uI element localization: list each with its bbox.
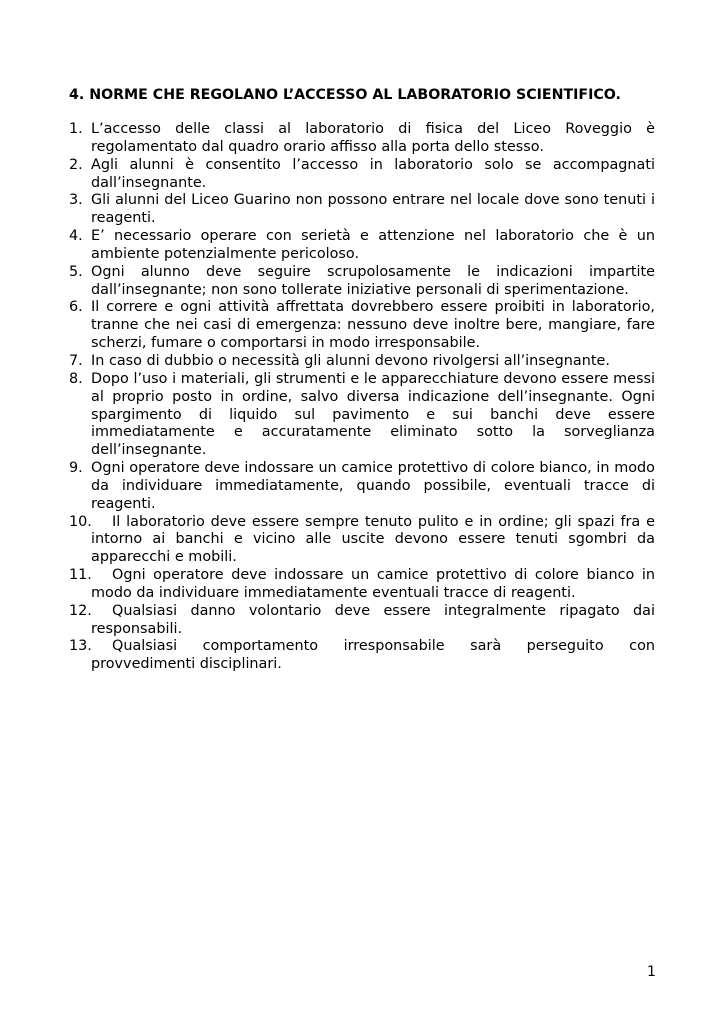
- item-text: Ogni operatore deve indossare un camice protettivo di colore bianco, in modo da individuare immediatamente, quando possibile, eventuali tracce di reagenti.: [91, 460, 655, 512]
- item-text: Il laboratorio deve essere sempre tenuto pulito e in ordine; gli spazi fra e intorno ai banchi e vicino alle uscite devono essere tenuti sgombri da apparecchi e mobili.: [91, 513, 655, 566]
- list-item: [69, 460, 655, 514]
- item-number: 12.: [69, 602, 92, 619]
- list-item: [69, 514, 655, 568]
- item-number: 2.: [69, 156, 83, 173]
- item-text: Gli alunni del Liceo Guarino non possono entrare nel locale dove sono tenuti i reagenti.: [91, 192, 655, 227]
- list-item: [69, 228, 655, 264]
- list-item: [69, 603, 655, 639]
- item-text: L’accesso delle classi al laboratorio di fisica del Liceo Roveggio è regolamentato dal quadro orario affisso alla porta dello stesso.: [91, 121, 655, 155]
- item-text: Agli alunni è consentito l’accesso in laboratorio solo se accompagnati dall’insegnante.: [91, 156, 655, 191]
- rules-list: [69, 121, 655, 674]
- item-number: 8.: [69, 370, 83, 387]
- list-item: [69, 353, 655, 371]
- item-number: 10.: [69, 513, 92, 530]
- list-item: [69, 567, 655, 603]
- item-number: 7.: [69, 352, 83, 369]
- item-number: 3.: [69, 192, 83, 209]
- item-number: 1.: [69, 121, 83, 137]
- item-number: 9.: [69, 460, 83, 477]
- item-number: 13.: [69, 638, 92, 655]
- list-item: [69, 192, 655, 228]
- list-item: [69, 157, 655, 193]
- item-number: 6.: [69, 299, 83, 316]
- item-text: Qualsiasi danno volontario deve essere integralmente ripagato dai responsabili.: [91, 602, 655, 637]
- item-text: Ogni operatore deve indossare un camice protettivo di colore bianco in modo da individuare immediatamente eventuali tracce di reagenti.: [91, 567, 655, 601]
- list-item: [69, 121, 655, 157]
- list-item: [69, 638, 655, 674]
- item-text: Ogni alunno deve seguire scrupolosamente le indicazioni impartite dall’insegnante; non sono tollerate iniziative personali di sperimentazione.: [91, 263, 655, 298]
- list-item: [69, 371, 655, 460]
- item-number: 4.: [69, 228, 83, 245]
- item-text: Qualsiasi comportamento irresponsabile sarà perseguito con provvedimenti disciplinari.: [91, 638, 655, 673]
- item-text: Il correre e ogni attività affrettata dovrebbero essere proibiti in laboratorio, tranne che nei casi di emergenza: nessuno deve inoltre bere, mangiare, fare scherzi, fumare o comportarsi in modo irresponsabile.: [91, 299, 655, 352]
- item-text: Dopo l’uso i materiali, gli strumenti e le apparecchiature devono essere messi al proprio posto in ordine, salvo diversa indicazione dell’insegnante. Ogni spargimento di liquido sul pavimento e sui banchi deve essere immediatamente e accuratamente eliminato sotto la sorveglianza dell’insegnante.: [91, 370, 655, 459]
- list-item: [69, 299, 655, 353]
- item-number: 5.: [69, 263, 83, 280]
- item-text: In caso di dubbio o necessità gli alunni devono rivolgersi all’insegnante.: [91, 352, 610, 369]
- page-number: 1: [647, 964, 656, 980]
- item-text: E’ necessario operare con serietà e attenzione nel laboratorio che è un ambiente potenzialmente pericoloso.: [91, 228, 655, 262]
- section-title: 4. NORME CHE REGOLANO L’ACCESSO AL LABORATORIO SCIENTIFICO.: [69, 87, 621, 103]
- list-item: [69, 264, 655, 300]
- item-number: 11.: [69, 567, 92, 584]
